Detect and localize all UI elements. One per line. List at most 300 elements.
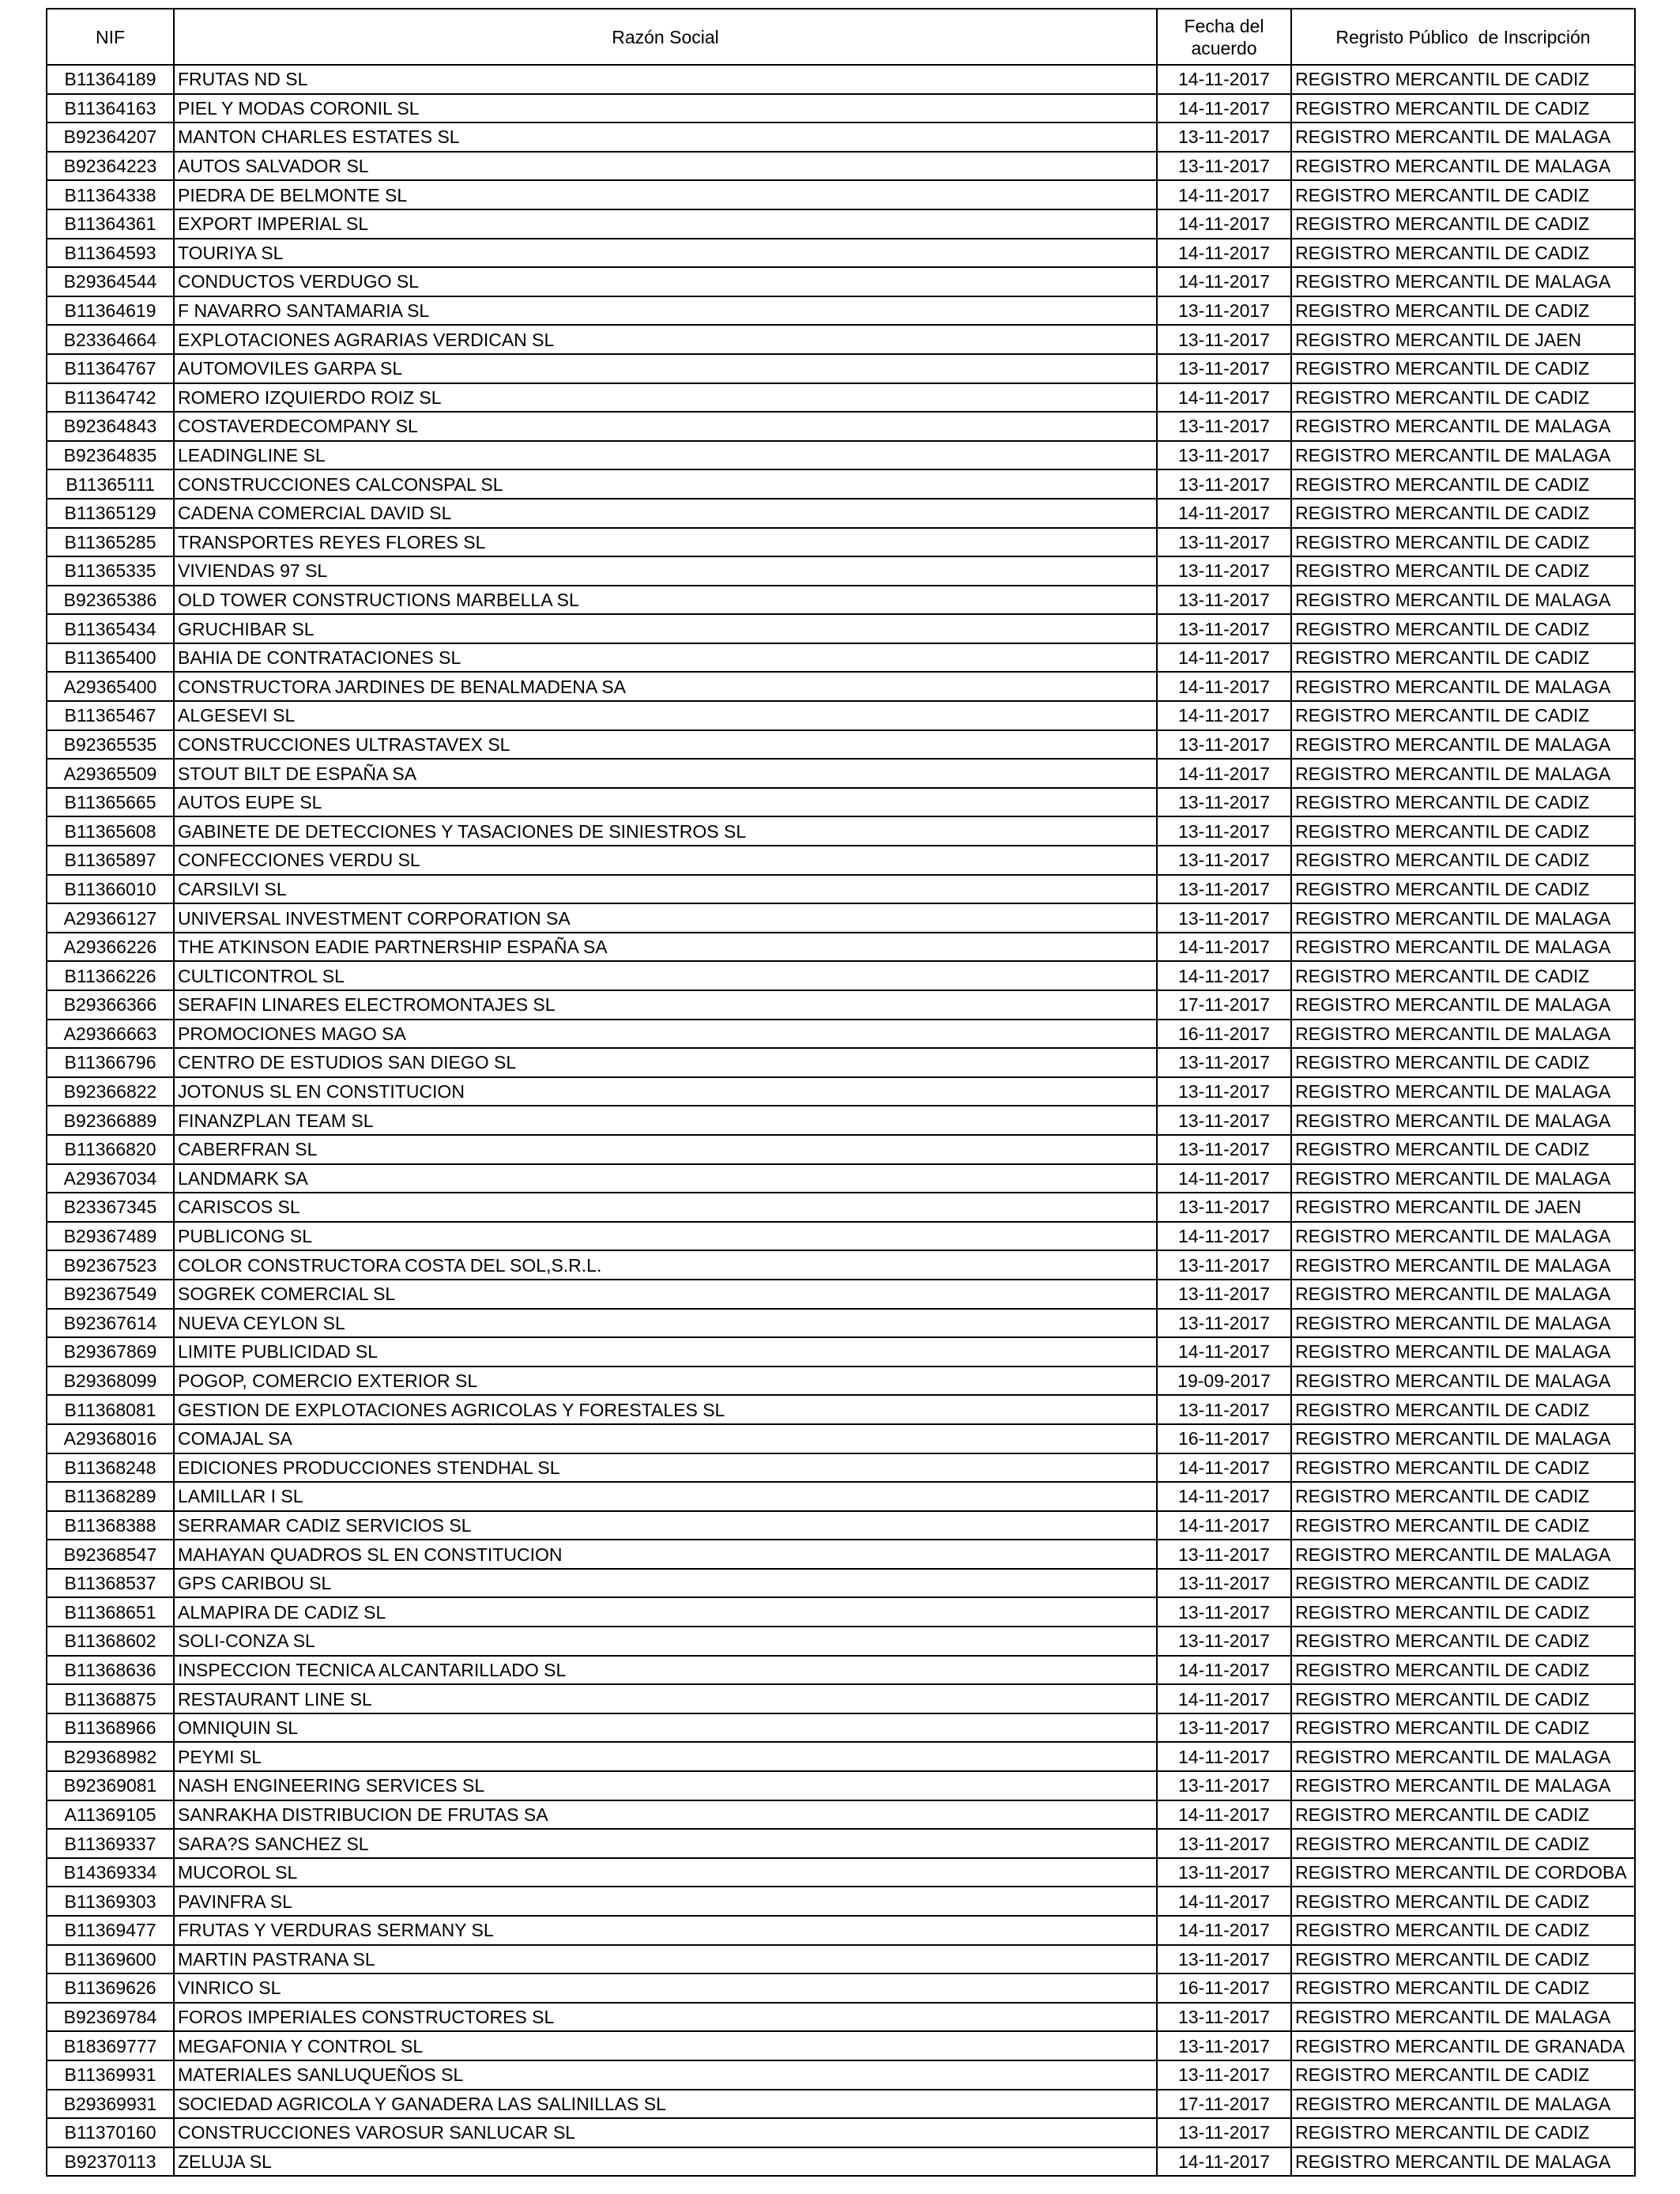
razon-social-cell: STOUT BILT DE ESPAÑA SA — [174, 759, 1157, 788]
nif-cell: A29365400 — [47, 672, 174, 701]
registro-cell: REGISTRO MERCANTIL DE MALAGA — [1291, 1280, 1635, 1309]
razon-social-cell: SARA?S SANCHEZ SL — [174, 1829, 1157, 1858]
table-row — [47, 2060, 1635, 2090]
razon-social-cell: PIEDRA DE BELMONTE SL — [174, 180, 1157, 209]
header-razon-social: Razón Social — [174, 9, 1157, 65]
fecha-cell: 13-11-2017 — [1157, 1193, 1291, 1222]
table-row — [47, 1482, 1635, 1511]
registro-cell: REGISTRO MERCANTIL DE CADIZ — [1291, 528, 1635, 557]
fecha-cell: 14-11-2017 — [1157, 1222, 1291, 1251]
registro-cell: REGISTRO MERCANTIL DE CADIZ — [1291, 1395, 1635, 1424]
razon-social-cell: EDICIONES PRODUCCIONES STENDHAL SL — [174, 1453, 1157, 1483]
nif-cell: B11368875 — [47, 1684, 174, 1713]
registro-cell: REGISTRO MERCANTIL DE CADIZ — [1291, 2118, 1635, 2147]
nif-cell: B92368547 — [47, 1540, 174, 1569]
registro-cell: REGISTRO MERCANTIL DE MALAGA — [1291, 123, 1635, 152]
fecha-cell: 13-11-2017 — [1157, 1627, 1291, 1656]
razon-social-cell: SOLI-CONZA SL — [174, 1627, 1157, 1656]
fecha-cell: 13-11-2017 — [1157, 1280, 1291, 1309]
registro-cell: REGISTRO MERCANTIL DE MALAGA — [1291, 586, 1635, 615]
nif-cell: A29365509 — [47, 759, 174, 788]
razon-social-cell: FINANZPLAN TEAM SL — [174, 1106, 1157, 1135]
fecha-cell: 17-11-2017 — [1157, 990, 1291, 1020]
registro-cell: REGISTRO MERCANTIL DE CADIZ — [1291, 1048, 1635, 1077]
table-row — [47, 441, 1635, 470]
table-row — [47, 1135, 1635, 1164]
table-row — [47, 180, 1635, 209]
fecha-cell: 13-11-2017 — [1157, 1250, 1291, 1280]
table-row — [47, 2118, 1635, 2147]
nif-cell: B29364544 — [47, 267, 174, 296]
razon-social-cell: SOGREK COMERCIAL SL — [174, 1280, 1157, 1309]
table-row — [47, 1280, 1635, 1309]
razon-social-cell: CULTICONTROL SL — [174, 961, 1157, 990]
registro-cell: REGISTRO MERCANTIL DE CADIZ — [1291, 383, 1635, 413]
nif-cell: B92370113 — [47, 2147, 174, 2177]
table-row — [47, 123, 1635, 152]
razon-social-cell: PAVINFRA SL — [174, 1887, 1157, 1916]
table-row — [47, 586, 1635, 615]
registro-cell: REGISTRO MERCANTIL DE GRANADA — [1291, 2031, 1635, 2060]
razon-social-cell: EXPLOTACIONES AGRARIAS VERDICAN SL — [174, 325, 1157, 354]
fecha-cell: 19-09-2017 — [1157, 1367, 1291, 1396]
nif-cell: B11368081 — [47, 1395, 174, 1424]
razon-social-cell: FRUTAS ND SL — [174, 65, 1157, 94]
nif-cell: B29368099 — [47, 1367, 174, 1396]
razon-social-cell: OMNIQUIN SL — [174, 1713, 1157, 1743]
razon-social-cell: CARISCOS SL — [174, 1193, 1157, 1222]
nif-cell: B92366889 — [47, 1106, 174, 1135]
table-row — [47, 1309, 1635, 1338]
razon-social-cell: MARTIN PASTRANA SL — [174, 1945, 1157, 1974]
fecha-cell: 13-11-2017 — [1157, 1771, 1291, 1800]
fecha-cell: 13-11-2017 — [1157, 325, 1291, 354]
table-row — [47, 990, 1635, 1020]
fecha-cell: 13-11-2017 — [1157, 1048, 1291, 1077]
header-fecha — [1157, 9, 1291, 65]
registro-cell: REGISTRO MERCANTIL DE MALAGA — [1291, 1337, 1635, 1367]
nif-cell: B14369334 — [47, 1858, 174, 1887]
razon-social-cell: GPS CARIBOU SL — [174, 1569, 1157, 1598]
nif-cell: B11368388 — [47, 1511, 174, 1540]
fecha-cell: 14-11-2017 — [1157, 933, 1291, 962]
nif-cell: B11368602 — [47, 1627, 174, 1656]
registro-cell: REGISTRO MERCANTIL DE CADIZ — [1291, 469, 1635, 499]
fecha-cell: 16-11-2017 — [1157, 1424, 1291, 1453]
registro-cell: REGISTRO MERCANTIL DE MALAGA — [1291, 1424, 1635, 1453]
razon-social-cell: CABERFRAN SL — [174, 1135, 1157, 1164]
nif-cell: B29367869 — [47, 1337, 174, 1367]
razon-social-cell: THE ATKINSON EADIE PARTNERSHIP ESPAÑA SA — [174, 933, 1157, 962]
fecha-cell: 13-11-2017 — [1157, 441, 1291, 470]
fecha-cell: 13-11-2017 — [1157, 1858, 1291, 1887]
razon-social-cell: GABINETE DE DETECCIONES Y TASACIONES DE SINIESTROS SL — [174, 816, 1157, 846]
fecha-cell: 16-11-2017 — [1157, 1973, 1291, 2003]
registro-cell: REGISTRO MERCANTIL DE MALAGA — [1291, 2003, 1635, 2032]
registro-cell: REGISTRO MERCANTIL DE MALAGA — [1291, 672, 1635, 701]
table-row — [47, 759, 1635, 788]
nif-cell: B11365897 — [47, 846, 174, 875]
razon-social-cell: FRUTAS Y VERDURAS SERMANY SL — [174, 1916, 1157, 1945]
table-row — [47, 152, 1635, 181]
nif-cell: A29366127 — [47, 903, 174, 933]
nif-cell: B11365434 — [47, 614, 174, 643]
fecha-cell: 13-11-2017 — [1157, 2060, 1291, 2090]
nif-cell: B11364361 — [47, 209, 174, 239]
nif-cell: B11369303 — [47, 1887, 174, 1916]
nif-cell: B11369626 — [47, 1973, 174, 2003]
fecha-cell: 13-11-2017 — [1157, 1569, 1291, 1598]
companies-table — [46, 8, 1636, 2177]
razon-social-cell: CONSTRUCTORA JARDINES DE BENALMADENA SA — [174, 672, 1157, 701]
nif-cell: B11366796 — [47, 1048, 174, 1077]
table-row — [47, 1887, 1635, 1916]
fecha-cell: 13-11-2017 — [1157, 1713, 1291, 1743]
fecha-cell: 13-11-2017 — [1157, 903, 1291, 933]
table-row — [47, 1164, 1635, 1193]
nif-cell: B92369081 — [47, 1771, 174, 1800]
registro-cell: REGISTRO MERCANTIL DE CADIZ — [1291, 180, 1635, 209]
nif-cell: B18369777 — [47, 2031, 174, 2060]
registro-cell: REGISTRO MERCANTIL DE MALAGA — [1291, 412, 1635, 441]
table-row — [47, 209, 1635, 239]
razon-social-cell: CONFECCIONES VERDU SL — [174, 846, 1157, 875]
registro-cell: REGISTRO MERCANTIL DE CADIZ — [1291, 556, 1635, 586]
fecha-cell: 13-11-2017 — [1157, 354, 1291, 383]
razon-social-cell: AUTOMOVILES GARPA SL — [174, 354, 1157, 383]
nif-cell: A11369105 — [47, 1800, 174, 1830]
table-row — [47, 1684, 1635, 1713]
fecha-cell: 13-11-2017 — [1157, 469, 1291, 499]
razon-social-cell: SERRAMAR CADIZ SERVICIOS SL — [174, 1511, 1157, 1540]
registro-cell: REGISTRO MERCANTIL DE CADIZ — [1291, 94, 1635, 123]
table-row — [47, 730, 1635, 760]
table-row — [47, 1800, 1635, 1830]
table-row — [47, 412, 1635, 441]
registro-cell: REGISTRO MERCANTIL DE CADIZ — [1291, 788, 1635, 817]
fecha-cell: 14-11-2017 — [1157, 672, 1291, 701]
fecha-cell: 14-11-2017 — [1157, 239, 1291, 268]
table-row — [47, 1424, 1635, 1453]
fecha-cell: 14-11-2017 — [1157, 94, 1291, 123]
table-row — [47, 672, 1635, 701]
table-row — [47, 1771, 1635, 1800]
table-row — [47, 1367, 1635, 1396]
registro-cell: REGISTRO MERCANTIL DE CADIZ — [1291, 875, 1635, 904]
table-row — [47, 1222, 1635, 1251]
razon-social-cell: FOROS IMPERIALES CONSTRUCTORES SL — [174, 2003, 1157, 2032]
registro-cell: REGISTRO MERCANTIL DE MALAGA — [1291, 1020, 1635, 1049]
razon-social-cell: ALMAPIRA DE CADIZ SL — [174, 1597, 1157, 1627]
nif-cell: B11365400 — [47, 643, 174, 673]
razon-social-cell: POGOP, COMERCIO EXTERIOR SL — [174, 1367, 1157, 1396]
header-registro: Regristo Público de Inscripción — [1291, 9, 1635, 65]
nif-cell: B11365129 — [47, 499, 174, 528]
table-row — [47, 556, 1635, 586]
table-row — [47, 469, 1635, 499]
fecha-cell: 13-11-2017 — [1157, 412, 1291, 441]
nif-cell: B92365386 — [47, 586, 174, 615]
fecha-cell: 13-11-2017 — [1157, 875, 1291, 904]
registro-cell: REGISTRO MERCANTIL DE MALAGA — [1291, 990, 1635, 1020]
nif-cell: B92364223 — [47, 152, 174, 181]
document-page — [46, 8, 1636, 2177]
registro-cell: REGISTRO MERCANTIL DE JAEN — [1291, 325, 1635, 354]
nif-cell: B92367614 — [47, 1309, 174, 1338]
table-row — [47, 1713, 1635, 1743]
registro-cell: REGISTRO MERCANTIL DE CADIZ — [1291, 296, 1635, 326]
table-row — [47, 325, 1635, 354]
razon-social-cell: CADENA COMERCIAL DAVID SL — [174, 499, 1157, 528]
razon-social-cell: MATERIALES SANLUQUEÑOS SL — [174, 2060, 1157, 2090]
table-row — [47, 1858, 1635, 1887]
table-row — [47, 239, 1635, 268]
registro-cell: REGISTRO MERCANTIL DE CADIZ — [1291, 1829, 1635, 1858]
table-row — [47, 903, 1635, 933]
nif-cell: B11368248 — [47, 1453, 174, 1483]
nif-cell: B11366820 — [47, 1135, 174, 1164]
registro-cell: REGISTRO MERCANTIL DE CADIZ — [1291, 816, 1635, 846]
registro-cell: REGISTRO MERCANTIL DE MALAGA — [1291, 152, 1635, 181]
table-row — [47, 875, 1635, 904]
table-row — [47, 65, 1635, 94]
fecha-cell: 14-11-2017 — [1157, 643, 1291, 673]
fecha-cell: 14-11-2017 — [1157, 1453, 1291, 1483]
fecha-cell: 13-11-2017 — [1157, 1540, 1291, 1569]
registro-cell: REGISTRO MERCANTIL DE MALAGA — [1291, 1742, 1635, 1771]
fecha-cell: 14-11-2017 — [1157, 1684, 1291, 1713]
registro-cell: REGISTRO MERCANTIL DE CADIZ — [1291, 1945, 1635, 1974]
nif-cell: B11364593 — [47, 239, 174, 268]
fecha-cell: 14-11-2017 — [1157, 1511, 1291, 1540]
fecha-cell: 13-11-2017 — [1157, 528, 1291, 557]
registro-cell: REGISTRO MERCANTIL DE CADIZ — [1291, 846, 1635, 875]
table-row — [47, 2003, 1635, 2032]
fecha-cell: 14-11-2017 — [1157, 267, 1291, 296]
table-row — [47, 1106, 1635, 1135]
razon-social-cell: PUBLICONG SL — [174, 1222, 1157, 1251]
registro-cell: REGISTRO MERCANTIL DE MALAGA — [1291, 933, 1635, 962]
razon-social-cell: PIEL Y MODAS CORONIL SL — [174, 94, 1157, 123]
table-row — [47, 1337, 1635, 1367]
table-row — [47, 816, 1635, 846]
registro-cell: REGISTRO MERCANTIL DE CADIZ — [1291, 1887, 1635, 1916]
fecha-cell: 13-11-2017 — [1157, 816, 1291, 846]
fecha-cell: 13-11-2017 — [1157, 123, 1291, 152]
razon-social-cell: PROMOCIONES MAGO SA — [174, 1020, 1157, 1049]
registro-cell: REGISTRO MERCANTIL DE CADIZ — [1291, 2060, 1635, 2090]
razon-social-cell: TOURIYA SL — [174, 239, 1157, 268]
nif-cell: B11369477 — [47, 1916, 174, 1945]
fecha-cell: 13-11-2017 — [1157, 614, 1291, 643]
table-row — [47, 267, 1635, 296]
table-row — [47, 1193, 1635, 1222]
table-row — [47, 1077, 1635, 1106]
table-row — [47, 1250, 1635, 1280]
nif-cell: B11365665 — [47, 788, 174, 817]
razon-social-cell: AUTOS SALVADOR SL — [174, 152, 1157, 181]
registro-cell: REGISTRO MERCANTIL DE MALAGA — [1291, 1164, 1635, 1193]
registro-cell: REGISTRO MERCANTIL DE MALAGA — [1291, 1222, 1635, 1251]
razon-social-cell: GESTION DE EXPLOTACIONES AGRICOLAS Y FORESTALES SL — [174, 1395, 1157, 1424]
fecha-cell: 14-11-2017 — [1157, 1337, 1291, 1367]
razon-social-cell: CENTRO DE ESTUDIOS SAN DIEGO SL — [174, 1048, 1157, 1077]
registro-cell: REGISTRO MERCANTIL DE MALAGA — [1291, 730, 1635, 760]
table-row — [47, 1020, 1635, 1049]
registro-cell: REGISTRO MERCANTIL DE MALAGA — [1291, 2147, 1635, 2177]
razon-social-cell: LANDMARK SA — [174, 1164, 1157, 1193]
nif-cell: A29367034 — [47, 1164, 174, 1193]
table-row — [47, 528, 1635, 557]
razon-social-cell: SERAFIN LINARES ELECTROMONTAJES SL — [174, 990, 1157, 1020]
razon-social-cell: LAMILLAR I SL — [174, 1482, 1157, 1511]
registro-cell: REGISTRO MERCANTIL DE MALAGA — [1291, 1771, 1635, 1800]
table-row — [47, 1511, 1635, 1540]
table-row — [47, 1742, 1635, 1771]
table-row — [47, 1395, 1635, 1424]
razon-social-cell: LEADINGLINE SL — [174, 441, 1157, 470]
fecha-cell: 13-11-2017 — [1157, 1077, 1291, 1106]
registro-cell: REGISTRO MERCANTIL DE CADIZ — [1291, 1511, 1635, 1540]
nif-cell: B11366010 — [47, 875, 174, 904]
nif-cell: B11365335 — [47, 556, 174, 586]
nif-cell: B29366366 — [47, 990, 174, 1020]
registro-cell: REGISTRO MERCANTIL DE MALAGA — [1291, 1309, 1635, 1338]
razon-social-cell: INSPECCION TECNICA ALCANTARILLADO SL — [174, 1656, 1157, 1685]
registro-cell: REGISTRO MERCANTIL DE MALAGA — [1291, 1540, 1635, 1569]
razon-social-cell: CONSTRUCCIONES ULTRASTAVEX SL — [174, 730, 1157, 760]
table-row — [47, 1945, 1635, 1974]
nif-cell: B23364664 — [47, 325, 174, 354]
razon-social-cell: VINRICO SL — [174, 1973, 1157, 2003]
registro-cell: REGISTRO MERCANTIL DE CADIZ — [1291, 1656, 1635, 1685]
razon-social-cell: LIMITE PUBLICIDAD SL — [174, 1337, 1157, 1367]
razon-social-cell: MANTON CHARLES ESTATES SL — [174, 123, 1157, 152]
registro-cell: REGISTRO MERCANTIL DE MALAGA — [1291, 1367, 1635, 1396]
registro-cell: REGISTRO MERCANTIL DE CADIZ — [1291, 1569, 1635, 1598]
razon-social-cell: BAHIA DE CONTRATACIONES SL — [174, 643, 1157, 673]
table-row — [47, 614, 1635, 643]
table-row — [47, 1829, 1635, 1858]
fecha-cell: 13-11-2017 — [1157, 2003, 1291, 2032]
table-row — [47, 2147, 1635, 2177]
nif-cell: B11368537 — [47, 1569, 174, 1598]
table-row — [47, 933, 1635, 962]
razon-social-cell: COSTAVERDECOMPANY SL — [174, 412, 1157, 441]
table-row — [47, 94, 1635, 123]
razon-social-cell: SOCIEDAD AGRICOLA Y GANADERA LAS SALINILLAS SL — [174, 2090, 1157, 2119]
razon-social-cell: COLOR CONSTRUCTORA COSTA DEL SOL,S.R.L. — [174, 1250, 1157, 1280]
table-row — [47, 961, 1635, 990]
fecha-cell: 14-11-2017 — [1157, 180, 1291, 209]
registro-cell: REGISTRO MERCANTIL DE CADIZ — [1291, 1597, 1635, 1627]
registro-cell: REGISTRO MERCANTIL DE JAEN — [1291, 1193, 1635, 1222]
registro-cell: REGISTRO MERCANTIL DE CORDOBA — [1291, 1858, 1635, 1887]
fecha-cell: 14-11-2017 — [1157, 1482, 1291, 1511]
razon-social-cell: F NAVARRO SANTAMARIA SL — [174, 296, 1157, 326]
fecha-cell: 13-11-2017 — [1157, 2118, 1291, 2147]
razon-social-cell: MUCOROL SL — [174, 1858, 1157, 1887]
nif-cell: B11369600 — [47, 1945, 174, 1974]
registro-cell: REGISTRO MERCANTIL DE MALAGA — [1291, 1077, 1635, 1106]
registro-cell: REGISTRO MERCANTIL DE CADIZ — [1291, 1713, 1635, 1743]
fecha-cell: 13-11-2017 — [1157, 2031, 1291, 2060]
nif-cell: B11365608 — [47, 816, 174, 846]
nif-cell: A29366663 — [47, 1020, 174, 1049]
table-row — [47, 1916, 1635, 1945]
nif-cell: B29369931 — [47, 2090, 174, 2119]
razon-social-cell: TRANSPORTES REYES FLORES SL — [174, 528, 1157, 557]
fecha-cell: 14-11-2017 — [1157, 65, 1291, 94]
fecha-cell: 13-11-2017 — [1157, 1135, 1291, 1164]
table-row — [47, 2031, 1635, 2060]
registro-cell: REGISTRO MERCANTIL DE CADIZ — [1291, 1800, 1635, 1830]
registro-cell: REGISTRO MERCANTIL DE MALAGA — [1291, 267, 1635, 296]
fecha-cell: 14-11-2017 — [1157, 1800, 1291, 1830]
razon-social-cell: CONSTRUCCIONES CALCONSPAL SL — [174, 469, 1157, 499]
razon-social-cell: PEYMI SL — [174, 1742, 1157, 1771]
razon-social-cell: VIVIENDAS 97 SL — [174, 556, 1157, 586]
fecha-cell: 14-11-2017 — [1157, 1742, 1291, 1771]
razon-social-cell: EXPORT IMPERIAL SL — [174, 209, 1157, 239]
fecha-cell: 13-11-2017 — [1157, 152, 1291, 181]
nif-cell: B11365111 — [47, 469, 174, 499]
registro-cell: REGISTRO MERCANTIL DE MALAGA — [1291, 441, 1635, 470]
registro-cell: REGISTRO MERCANTIL DE CADIZ — [1291, 239, 1635, 268]
nif-cell: B92365535 — [47, 730, 174, 760]
nif-cell: B11364767 — [47, 354, 174, 383]
registro-cell: REGISTRO MERCANTIL DE CADIZ — [1291, 701, 1635, 730]
registro-cell: REGISTRO MERCANTIL DE MALAGA — [1291, 1106, 1635, 1135]
table-body — [47, 65, 1635, 2176]
registro-cell: REGISTRO MERCANTIL DE CADIZ — [1291, 1135, 1635, 1164]
razon-social-cell: CARSILVI SL — [174, 875, 1157, 904]
table-row — [47, 1453, 1635, 1483]
nif-cell: A29368016 — [47, 1424, 174, 1453]
registro-cell: REGISTRO MERCANTIL DE CADIZ — [1291, 499, 1635, 528]
registro-cell: REGISTRO MERCANTIL DE MALAGA — [1291, 2090, 1635, 2119]
table-row — [47, 1597, 1635, 1627]
table-row — [47, 1569, 1635, 1598]
razon-social-cell: SANRAKHA DISTRIBUCION DE FRUTAS SA — [174, 1800, 1157, 1830]
table-row — [47, 1048, 1635, 1077]
razon-social-cell: CONDUCTOS VERDUGO SL — [174, 267, 1157, 296]
nif-cell: B11365467 — [47, 701, 174, 730]
razon-social-cell: MEGAFONIA Y CONTROL SL — [174, 2031, 1157, 2060]
registro-cell: REGISTRO MERCANTIL DE CADIZ — [1291, 1482, 1635, 1511]
fecha-cell: 14-11-2017 — [1157, 209, 1291, 239]
fecha-cell: 17-11-2017 — [1157, 2090, 1291, 2119]
fecha-cell: 14-11-2017 — [1157, 1656, 1291, 1685]
fecha-cell: 13-11-2017 — [1157, 1395, 1291, 1424]
nif-cell: B11369931 — [47, 2060, 174, 2090]
fecha-cell: 14-11-2017 — [1157, 499, 1291, 528]
registro-cell: REGISTRO MERCANTIL DE CADIZ — [1291, 354, 1635, 383]
fecha-cell: 13-11-2017 — [1157, 1945, 1291, 1974]
nif-cell: B11368651 — [47, 1597, 174, 1627]
table-row — [47, 701, 1635, 730]
nif-cell: B11370160 — [47, 2118, 174, 2147]
table-row — [47, 643, 1635, 673]
fecha-cell: 13-11-2017 — [1157, 1106, 1291, 1135]
razon-social-cell: RESTAURANT LINE SL — [174, 1684, 1157, 1713]
registro-cell: REGISTRO MERCANTIL DE CADIZ — [1291, 209, 1635, 239]
table-row — [47, 846, 1635, 875]
razon-social-cell: CONSTRUCCIONES VAROSUR SANLUCAR SL — [174, 2118, 1157, 2147]
nif-cell: B92366822 — [47, 1077, 174, 1106]
nif-cell: B92367549 — [47, 1280, 174, 1309]
razon-social-cell: GRUCHIBAR SL — [174, 614, 1157, 643]
